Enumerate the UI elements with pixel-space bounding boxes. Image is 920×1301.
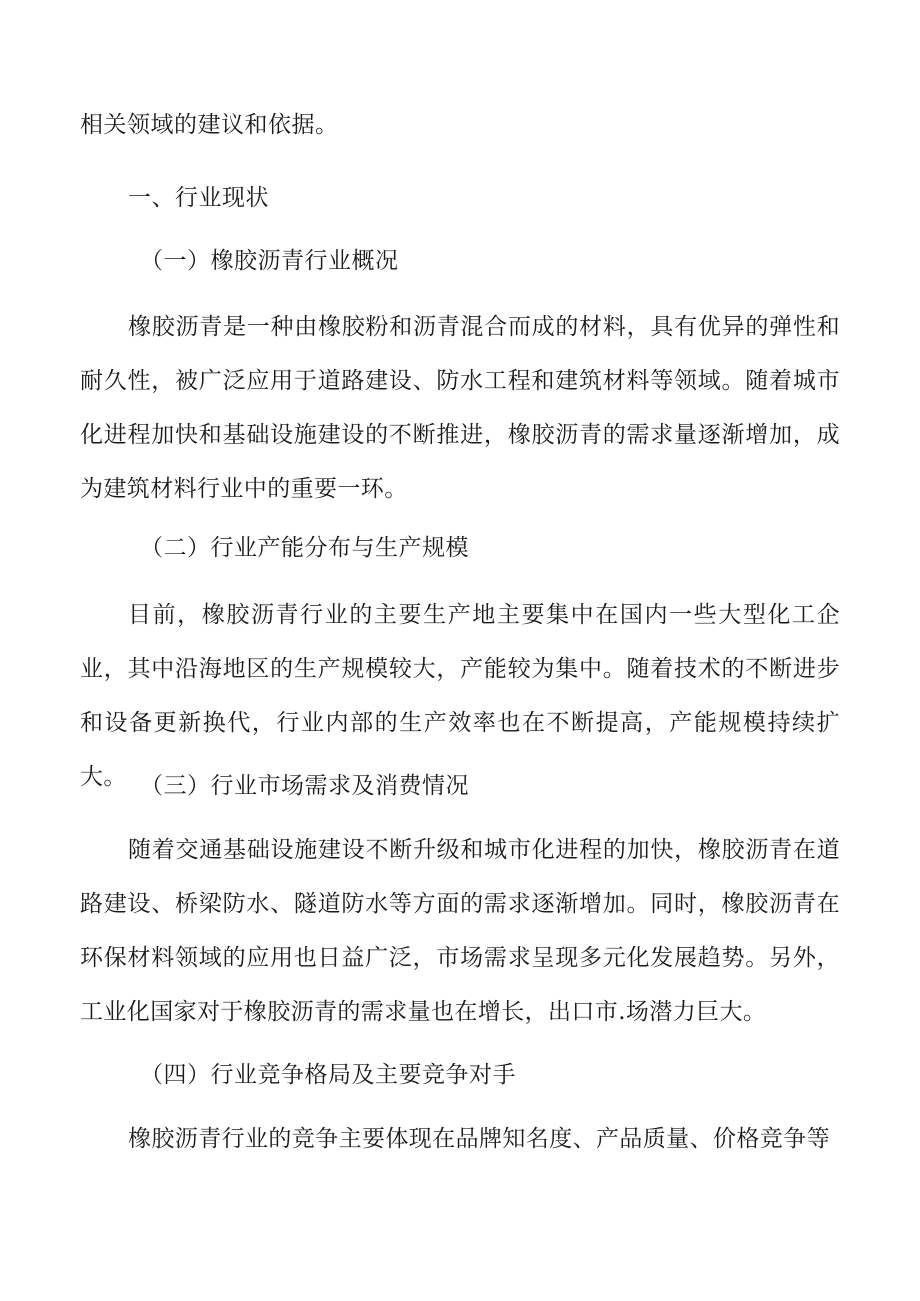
- subsection-heading-2: （二）行业产能分布与生产规模: [140, 535, 469, 561]
- paragraph-1: 橡胶沥青是一种由橡胶粉和沥青混合而成的材料，具有优异的弹性和耐久性，被广泛应用于道路建设、防水工程和建筑材料等领域。随着城市化进程加快和基础设施建设的不断推进，橡胶沥青的需求量逐渐增加，成为建筑材料行业中的重要一环。: [80, 314, 840, 502]
- paragraph-4: 橡胶沥青行业的竞争主要体现在品牌知名度、产品质量、价格竞争等: [128, 1126, 830, 1152]
- section-heading: 一、行业现状: [128, 185, 269, 211]
- subsection-heading-1: （一）橡胶沥青行业概况: [140, 248, 399, 274]
- subsection-heading-4: （四）行业竞争格局及主要竞争对手: [140, 1062, 516, 1088]
- subsection-heading-3: （三）行业市场需求及消费情况: [140, 773, 469, 799]
- paragraph-3: 随着交通基础设施建设不断升级和城市化进程的加快，橡胶沥青在道路建设、桥梁防水、隧道防水等方面的需求逐渐增加。同时，橡胶沥青在环保材料领域的应用也日益广泛，市场需求呈现多元化发展趋势。另外，工业化国家对于橡胶沥青的需求量也在增长，出口市.场潜力巨大。: [80, 837, 840, 1025]
- continuation-text: 相关领域的建议和依据。: [80, 112, 339, 138]
- paragraph-2: 目前，橡胶沥青行业的主要生产地主要集中在国内一些大型化工企业，其中沿海地区的生产规模较大，产能较为集中。随着技术的不断进步和设备更新换代，行业内部的生产效率也在不断提高，产能规模持续扩大。: [80, 602, 840, 790]
